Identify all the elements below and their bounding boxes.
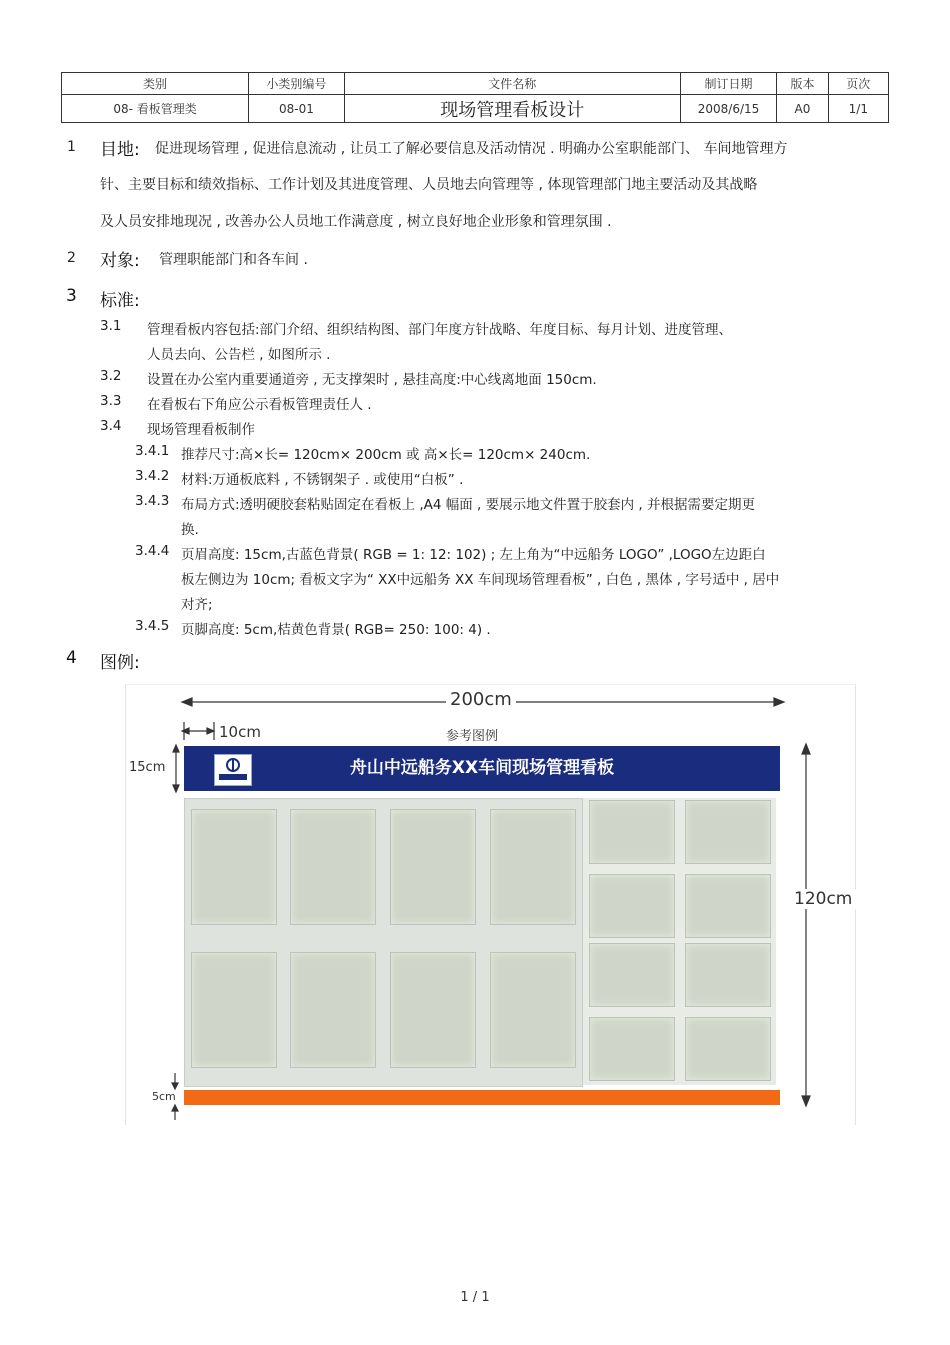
width-dimension-label: 200cm [446, 689, 516, 710]
section-2-title: 对象: [100, 251, 140, 271]
item-3-4-3-number: 3.4.3 [135, 493, 170, 509]
footer-height-label: 5cm [152, 1090, 176, 1103]
a4-pocket [290, 952, 376, 1068]
a4-pocket-landscape [589, 874, 675, 938]
page-number: 1 / 1 [460, 1290, 490, 1305]
item-3-4-4-number: 3.4.4 [135, 543, 170, 559]
figure-caption: 参考图例 [446, 729, 499, 744]
header-label-version: 版本 [777, 73, 828, 95]
board-footer-bar [184, 1090, 780, 1105]
a4-pocket [390, 952, 476, 1068]
item-3-4-3-line-1: 布局方式:透明硬胶套粘贴固定在看板上 ,A4 幅面 , 要展示地文件置于胶套内 , 并根据需要定期更 [181, 497, 755, 513]
item-3-1-line-2: 人员去向、公告栏 , 如图所示 . [147, 347, 331, 363]
item-3-4-3-line-2: 换. [181, 522, 199, 538]
item-3-4-4-line-1: 页眉高度: 15cm,古蓝色背景( RGB = 1: 12: 102) ; 左上角为“中远船务 LOGO” ,LOGO左边距白 [181, 547, 766, 563]
item-3-4-1-text: 推荐尺寸:高×长= 120cm× 200cm 或 高×长= 120cm× 240cm. [181, 447, 591, 463]
header-label-date: 制订日期 [680, 73, 777, 95]
a4-pocket [490, 809, 576, 925]
a4-pocket [390, 809, 476, 925]
a4-pocket [290, 809, 376, 925]
item-3-1-line-1: 管理看板内容包括:部门介绍、组织结构图、部门年度方针战略、年度目标、每月计划、进度管理、 [147, 322, 733, 338]
item-3-4-4-line-2: 板左侧边为 10cm; 看板文字为“ XX中远船务 XX 车间现场管理看板” , 白色 , 黑体 , 字号适中 , 居中 [181, 572, 780, 588]
item-3-4-2-text: 材料:万通板底料 , 不锈钢架子 . 或使用“白板” . [181, 472, 464, 488]
header-label-category: 类别 [62, 73, 249, 95]
item-3-4-1-number: 3.4.1 [135, 443, 170, 459]
section-1-title: 目地: [100, 140, 140, 160]
a4-pocket-landscape [589, 800, 675, 864]
item-3-4-number: 3.4 [100, 418, 122, 434]
header-value-category: 08- 看板管理类 [62, 95, 249, 123]
header-label-page: 页次 [828, 73, 888, 95]
a4-pocket-landscape [685, 800, 771, 864]
section-1-line-3: 及人员安排地现况 , 改善办公人员地工作满意度 , 树立良好地企业形象和管理氛围 . [100, 214, 612, 230]
board-title: 舟山中远船务XX车间现场管理看板 [349, 758, 615, 778]
a4-pocket [191, 952, 277, 1068]
section-2-number: 2 [67, 250, 76, 266]
item-3-4-2-number: 3.4.2 [135, 468, 170, 484]
section-1-line-1: 促进现场管理 , 促进信息流动 , 让员工了解必要信息及活动情况 . 明确办公室职能部门、 车间地管理方 [155, 141, 788, 157]
header-label-subcategory-code: 小类别编号 [249, 73, 345, 95]
a4-pocket-landscape [685, 1017, 771, 1081]
section-1-number: 1 [67, 139, 76, 155]
item-3-4-4-line-3: 对齐; [181, 597, 213, 613]
section-1-line-2: 针、主要目标和绩效指标、工作计划及其进度管理、人员地去向管理等 , 体现管理部门地主要活动及其战略 [100, 177, 758, 193]
header-label-file-name: 文件名称 [344, 73, 680, 95]
section-4-title: 图例: [100, 653, 140, 673]
section-2-text: 管理职能部门和各车间 . [159, 252, 308, 268]
document-title: 现场管理看板设计 [344, 95, 680, 123]
header-value-page: 1/1 [828, 95, 888, 123]
header-value-version: A0 [777, 95, 828, 123]
a4-pocket-landscape [685, 943, 771, 1007]
item-3-4-5-text: 页脚高度: 5cm,桔黄色背景( RGB= 250: 100: 4) . [181, 622, 491, 638]
item-3-3-number: 3.3 [100, 393, 122, 409]
height-dimension-label: 120cm [790, 889, 856, 909]
section-3-title: 标准: [100, 291, 140, 311]
header-value-subcategory-code: 08-01 [249, 95, 345, 123]
header-height-label: 15cm [129, 760, 166, 775]
section-4-number: 4 [66, 648, 77, 668]
margin-dimension-label: 10cm [219, 723, 261, 741]
header-value-date: 2008/6/15 [680, 95, 777, 123]
a4-pocket-landscape [589, 943, 675, 1007]
item-3-4-text: 现场管理看板制作 [147, 422, 255, 438]
a4-pocket-landscape [589, 1017, 675, 1081]
section-3-number: 3 [66, 286, 77, 306]
item-3-2-number: 3.2 [100, 368, 122, 384]
item-3-1-number: 3.1 [100, 318, 122, 334]
item-3-2-text: 设置在办公室内重要通道旁 , 无支撑架时 , 悬挂高度:中心线离地面 150cm. [147, 372, 597, 388]
a4-pocket [191, 809, 277, 925]
item-3-3-text: 在看板右下角应公示看板管理责任人 . [147, 397, 372, 413]
a4-pocket-landscape [685, 874, 771, 938]
a4-pocket [490, 952, 576, 1068]
item-3-4-5-number: 3.4.5 [135, 618, 170, 634]
